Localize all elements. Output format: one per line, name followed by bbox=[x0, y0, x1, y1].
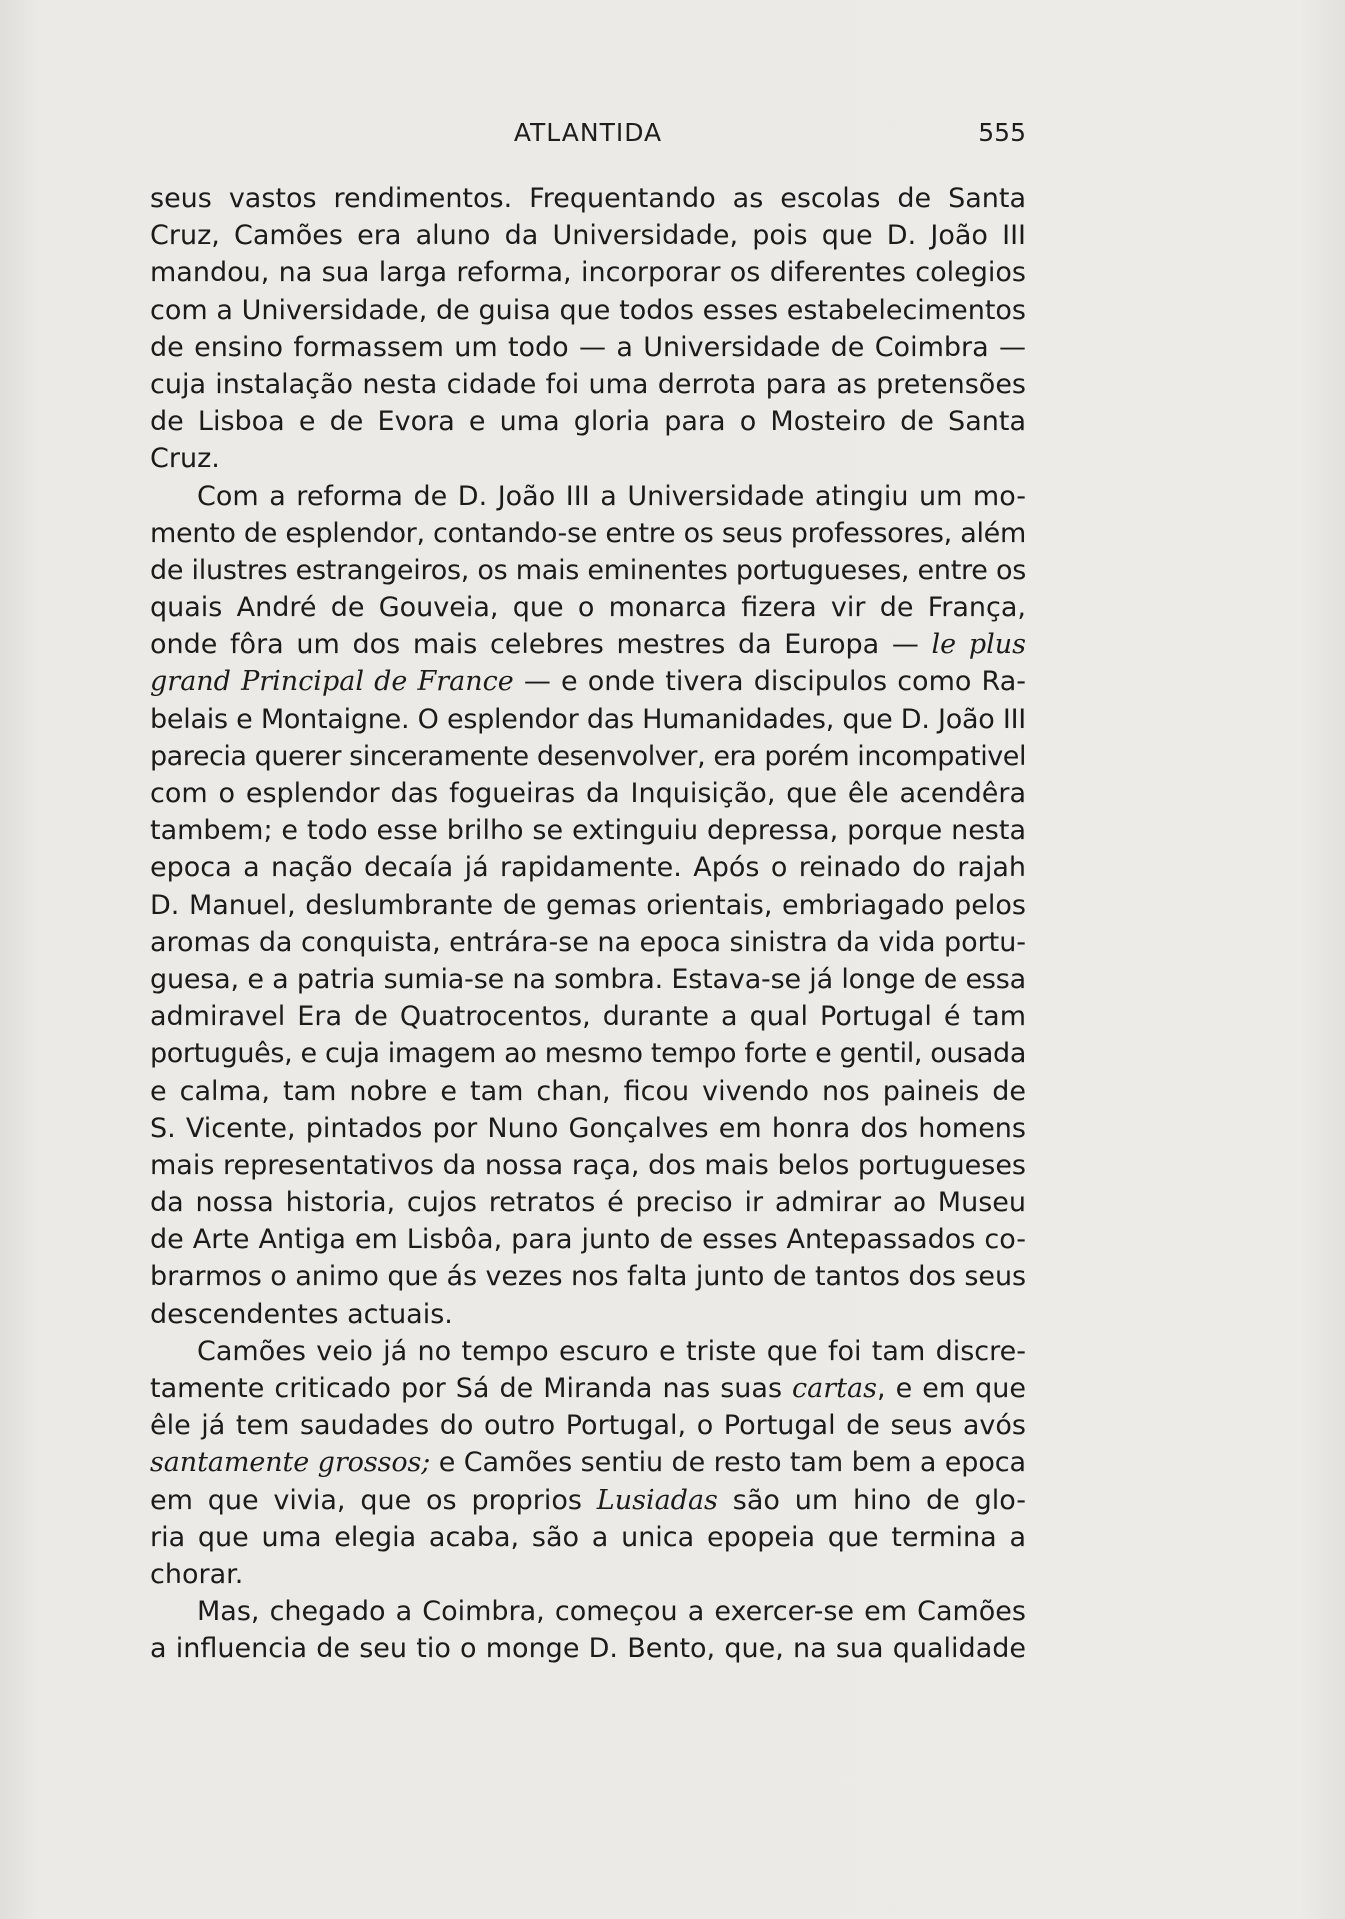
paragraph bbox=[150, 1333, 1026, 1593]
italic-phrase: grand Principal de France bbox=[150, 666, 514, 698]
text-line: Cruz, Camões era aluno da Universidade, pois que D. João III bbox=[150, 220, 1026, 252]
text-line: grand Principal de France — e onde tivera discipulos como Ra- bbox=[150, 666, 1026, 698]
text-line: santamente grossos; e Camões sentiu de resto tam bem a epoca bbox=[150, 1447, 1026, 1479]
text-line: belais e Montaigne. O esplendor das Humanidades, que D. João III bbox=[150, 703, 1026, 735]
italic-phrase: le plus bbox=[931, 629, 1026, 661]
text-line: da nossa historia, cujos retratos é preciso ir admirar ao Museu bbox=[150, 1187, 1026, 1219]
paragraph bbox=[150, 180, 1026, 478]
text-line: e calma, tam nobre e tam chan, ficou vivendo nos paineis de bbox=[150, 1075, 1026, 1107]
text-line: de Arte Antiga em Lisbôa, para junto de esses Antepassados co- bbox=[150, 1224, 1026, 1256]
text-line: chorar. bbox=[150, 1558, 244, 1590]
text-line: S. Vicente, pintados por Nuno Gonçalves em honra dos homens bbox=[150, 1112, 1026, 1144]
paragraph bbox=[150, 478, 1026, 1333]
text-line: Cruz. bbox=[150, 443, 220, 475]
text-line: seus vastos rendimentos. Frequentando as escolas de Santa bbox=[150, 183, 1026, 214]
text-line: onde fôra um dos mais celebres mestres da Europa — le plus bbox=[150, 629, 1026, 661]
text-line: cuja instalação nesta cidade foi uma derrota para as pretensões bbox=[150, 368, 1026, 400]
text-line: em que vivia, que os proprios Lusiadas são um hino de glo- bbox=[150, 1484, 1026, 1516]
italic-phrase: Lusiadas bbox=[596, 1484, 718, 1516]
text-line: aromas da conquista, entrára-se na epoca sinistra da vida portu- bbox=[150, 926, 1026, 958]
text-line: com a Universidade, de guisa que todos esses estabelecimentos bbox=[150, 294, 1026, 326]
text-line: admiravel Era de Quatrocentos, durante a qual Portugal é tam bbox=[150, 1001, 1026, 1033]
italic-phrase: cartas bbox=[792, 1373, 877, 1404]
text-line: brarmos o animo que ás vezes nos falta junto de tantos dos seus bbox=[150, 1261, 1026, 1293]
text-line: Mas, chegado a Coimbra, começou a exercer-se em Camões bbox=[197, 1596, 1026, 1628]
paragraph bbox=[150, 1593, 1026, 1667]
text-line: ria que uma elegia acaba, são a unica epopeia que termina a bbox=[150, 1521, 1026, 1553]
text-line: descendentes actuais. bbox=[150, 1298, 453, 1330]
text-line: de ilustres estrangeiros, os mais eminentes portugueses, entre os bbox=[150, 554, 1026, 586]
italic-phrase: santamente grossos; bbox=[150, 1447, 431, 1479]
text-line: tambem; e todo esse brilho se extinguiu depressa, porque nesta bbox=[150, 815, 1026, 847]
text-line: de ensino formassem um todo — a Universidade de Coimbra — bbox=[150, 331, 1026, 363]
body-text bbox=[150, 180, 1026, 1668]
text-line: português, e cuja imagem ao mesmo tempo forte e gentil, ousada bbox=[150, 1038, 1026, 1070]
text-line: com o esplendor das fogueiras da Inquisição, que êle acendêra bbox=[150, 778, 1026, 809]
running-title: ATLANTIDA bbox=[513, 118, 663, 147]
page-number: 555 bbox=[978, 118, 1026, 147]
text-line: mento de esplendor, contando-se entre os seus professores, além bbox=[150, 517, 1026, 549]
text-line: quais André de Gouveia, que o monarca fizera vir de França, bbox=[150, 592, 1026, 624]
text-line: D. Manuel, deslumbrante de gemas orientais, embriagado pelos bbox=[150, 889, 1026, 921]
text-line: tamente criticado por Sá de Miranda nas suas cartas, e em que bbox=[150, 1373, 1027, 1404]
text-line: Camões veio já no tempo escuro e triste que foi tam discre- bbox=[197, 1335, 1026, 1367]
text-line: parecia querer sinceramente desenvolver, era porém incompativel bbox=[150, 740, 1026, 772]
text-line: mandou, na sua larga reforma, incorporar os diferentes colegios bbox=[150, 257, 1026, 289]
text-line: de Lisboa e de Evora e uma gloria para o Mosteiro de Santa bbox=[150, 406, 1026, 438]
text-line: a influencia de seu tio o monge D. Bento, que, na sua qualidade bbox=[150, 1633, 1026, 1665]
text-line: Com a reforma de D. João III a Universidade atingiu um mo- bbox=[197, 480, 1026, 512]
text-line: êle já tem saudades do outro Portugal, o Portugal de seus avós bbox=[150, 1410, 1026, 1442]
text-line: guesa, e a patria sumia-se na sombra. Estava-se já longe de essa bbox=[150, 963, 1026, 995]
running-header bbox=[150, 118, 1026, 158]
text-line: mais representativos da nossa raça, dos mais belos portugueses bbox=[150, 1149, 1026, 1181]
text-line: epoca a nação decaía já rapidamente. Após o reinado do rajah bbox=[150, 852, 1026, 884]
